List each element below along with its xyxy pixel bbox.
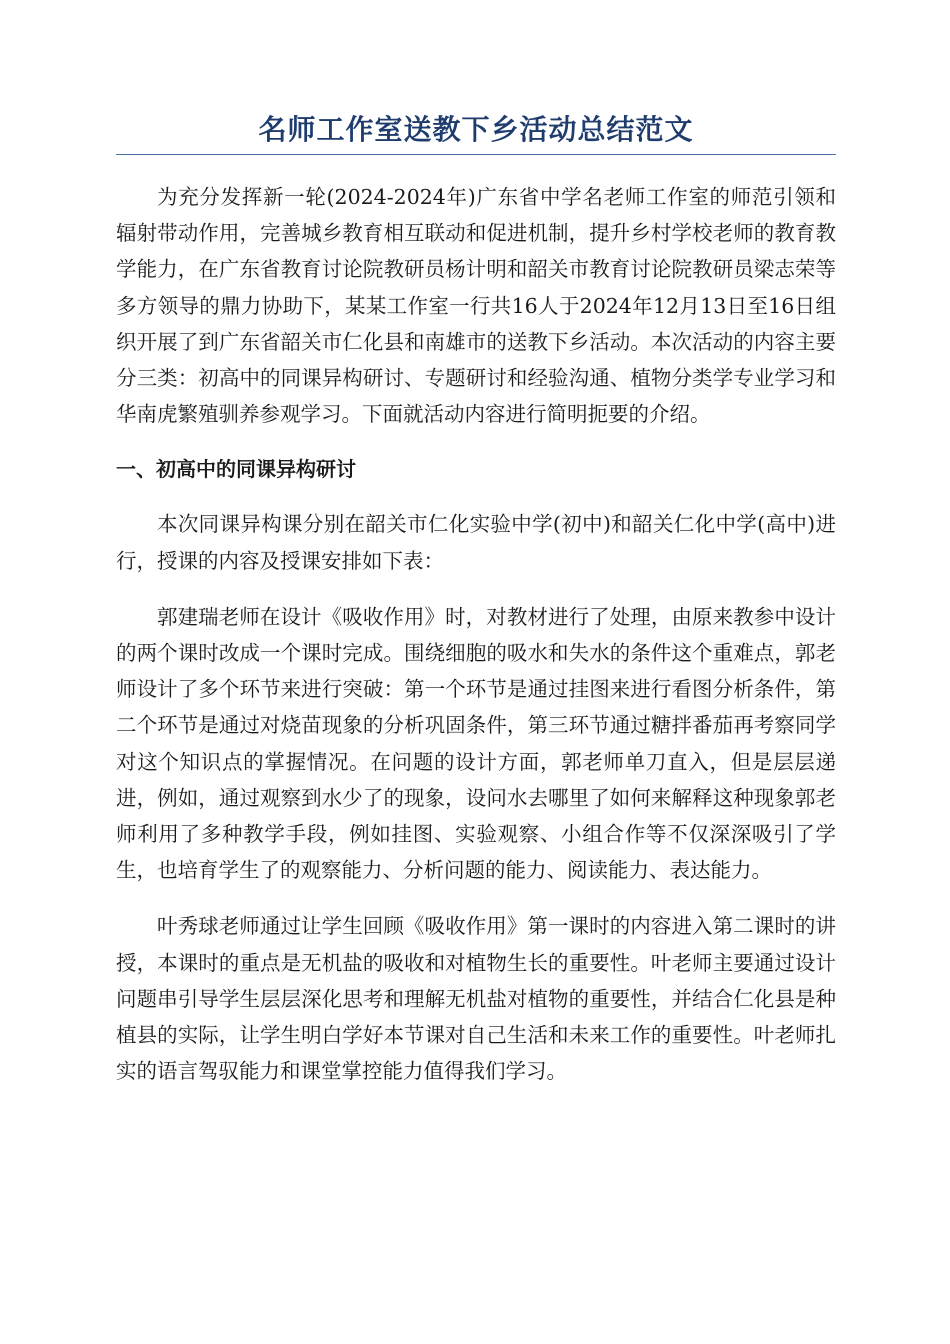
section-paragraph-ye: 叶秀球老师通过让学生回顾《吸收作用》第一课时的内容进入第二课时的讲授，本课时的重点是无机盐的吸收和对植物生长的重要性。叶老师主要通过设计问题串引导学生层层深化思考和理解无机盐对植物的重要性，并结合仁化县是种植县的实际，让学生明白学好本节课对自己生活和未来工作的重要性。叶老师扎实的语言驾驭能力和课堂掌控能力值得我们学习。 <box>116 914 836 1084</box>
document-page <box>116 110 836 1089</box>
intro-paragraph: 为充分发挥新一轮(2024-2024年)广东省中学名老师工作室的师范引领和辐射带动作用，完善城乡教育相互联动和促进机制，提升乡村学校老师的教育教学能力，在广东省教育讨论院教研员杨计明和韶关市教育讨论院教研员梁志荣等多方领导的鼎力协助下，某某工作室一行共16人于2024年12月13日至16日组织开展了到广东省韶关市仁化县和南雄市的送教下乡活动。本次活动的内容主要分三类：初高中的同课异构研讨、专题研讨和经验沟通、植物分类学专业学习和华南虎繁殖驯养参观学习。下面就活动内容进行简明扼要的介绍。 <box>116 185 836 427</box>
section-paragraph-guo: 郭建瑞老师在设计《吸收作用》时，对教材进行了处理，由原来教参中设计的两个课时改成一个课时完成。围绕细胞的吸水和失水的条件这个重难点，郭老师设计了多个环节来进行突破：第一个环节是通过挂图来进行看图分析条件，第二个环节是通过对烧苗现象的分析巩固条件，第三环节通过糖拌番茄再考察同学对这个知识点的掌握情况。在问题的设计方面，郭老师单刀直入，但是层层递进，例如，通过观察到水少了的现象，设问水去哪里了如何来解释这种现象郭老师利用了多种教学手段，例如挂图、实验观察、小组合作等不仅深深吸引了学生，也培育学生了的观察能力、分析问题的能力、阅读能力、表达能力。 <box>116 604 836 883</box>
section-heading: 一、初高中的同课异构研讨 <box>116 457 356 482</box>
document-title: 名师工作室送教下乡活动总结范文 <box>116 110 836 155</box>
section-paragraph-schedule: 本次同课异构课分别在韶关市仁化实验中学(初中)和韶关仁化中学(高中)进行，授课的内容及授课安排如下表： <box>116 512 836 573</box>
